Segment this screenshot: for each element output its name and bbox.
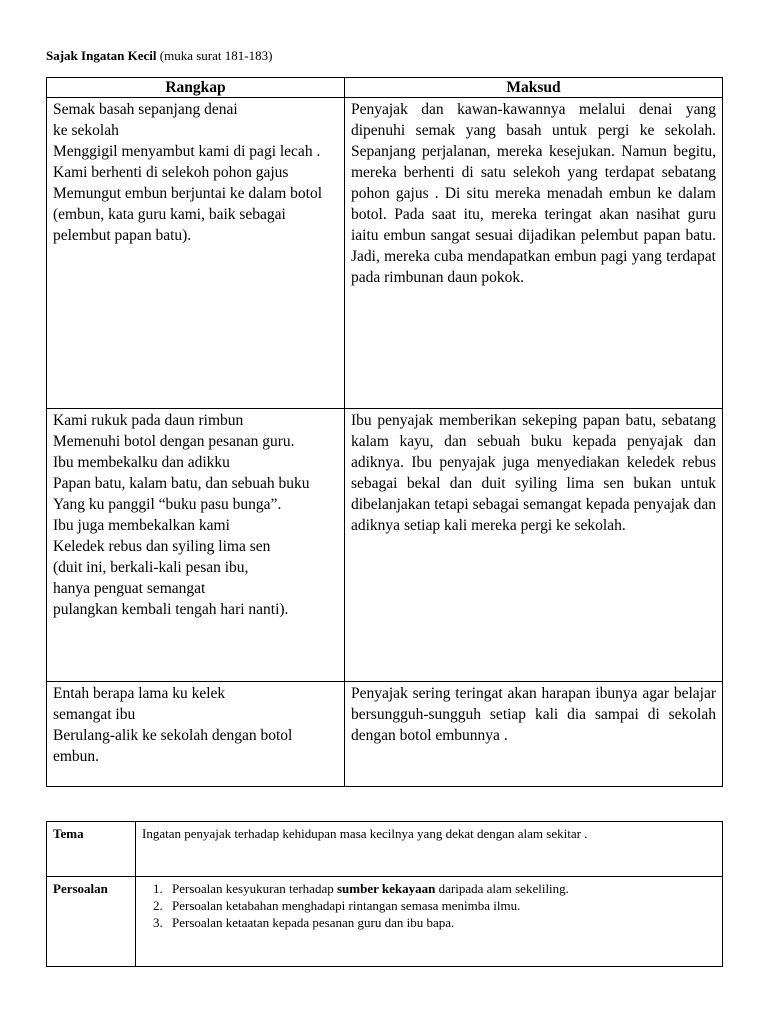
header-rangkap: Rangkap: [47, 78, 345, 98]
table-row: [47, 409, 723, 682]
table-row: [47, 682, 723, 787]
meaning-cell: Penyajak dan kawan-kawannya melalui denai yang dipenuhi semak yang basah untuk pergi ke sekolah. Sepanjang perjalanan, mereka kesejukan. Namun begitu, mereka berhenti di satu selekoh yang terdapat sebatang pohon gajus . Di situ mereka menadah embun ke dalam botol. Pada saat itu, mereka teringat akan nasihat guru iaitu embun sangat sesuai dijadikan pelembut papan batu. Jadi, mereka cuba mendapatkan embun pagi yang terdapat pada rimbunan daun pokok.: [345, 98, 723, 409]
list-item: 3. Persoalan ketaatan kepada pesanan guru dan ibu bapa.: [166, 914, 716, 931]
header-row: [47, 78, 723, 98]
list-item: 2. Persoalan ketabahan menghadapi rintangan semasa menimba ilmu.: [166, 897, 716, 914]
persoalan-cell: [136, 877, 723, 967]
meaning-cell: Penyajak sering teringat akan harapan ibunya agar belajar bersungguh-sungguh setiap kali dia sampai di sekolah dengan botol embunnya .: [345, 682, 723, 787]
theme-issues-table: [46, 821, 723, 967]
tema-label: Tema: [47, 822, 136, 877]
page-title-bold: Sajak Ingatan Kecil: [46, 48, 157, 63]
page-title: [46, 48, 272, 64]
stanza-cell: Entah berapa lama ku kelek semangat ibu Berulang-alik ke sekolah dengan botol embun.: [47, 682, 345, 787]
meaning-cell: Ibu penyajak memberikan sekeping papan batu, sebatang kalam kayu, dan sebuah buku kepada penyajak dan adiknya. Ibu penyajak juga menyediakan keledek rebus sebagai bekal dan duit syiling lima sen bukan untuk dibelanjakan tetapi sebagai semangat kepada penyajak dan adiknya setiap kali mereka pergi ke sekolah.: [345, 409, 723, 682]
list-item: 1. Persoalan kesyukuran terhadap sumber kekayaan daripada alam sekeliling.: [166, 880, 716, 897]
stanza-cell: Semak basah sepanjang denai ke sekolah Menggigil menyambut kami di pagi lecah . Kami berhenti di selekoh pohon gajus Memungut embun berjuntai ke dalam botol (embun, kata guru kami, baik sebagai pelembut papan batu).: [47, 98, 345, 409]
table-row: [47, 98, 723, 409]
page-title-pages: (muka surat 181-183): [156, 48, 273, 63]
header-maksud: Maksud: [345, 78, 723, 98]
persoalan-list: [142, 880, 716, 931]
persoalan-label: Persoalan: [47, 877, 136, 967]
tema-text: Ingatan penyajak terhadap kehidupan masa kecilnya yang dekat dengan alam sekitar .: [136, 822, 723, 877]
stanza-cell: Kami rukuk pada daun rimbun Memenuhi botol dengan pesanan guru. Ibu membekalku dan adikku Papan batu, kalam batu, dan sebuah buku Yang ku panggil “buku pasu bunga”. Ibu juga membekalkan kami Keledek rebus dan syiling lima sen (duit ini, berkali-kali pesan ibu, hanya penguat semangat pulangkan kembali tengah hari nanti).: [47, 409, 345, 682]
poem-analysis-table: [46, 77, 723, 787]
tema-row: [47, 822, 723, 877]
persoalan-row: [47, 877, 723, 967]
